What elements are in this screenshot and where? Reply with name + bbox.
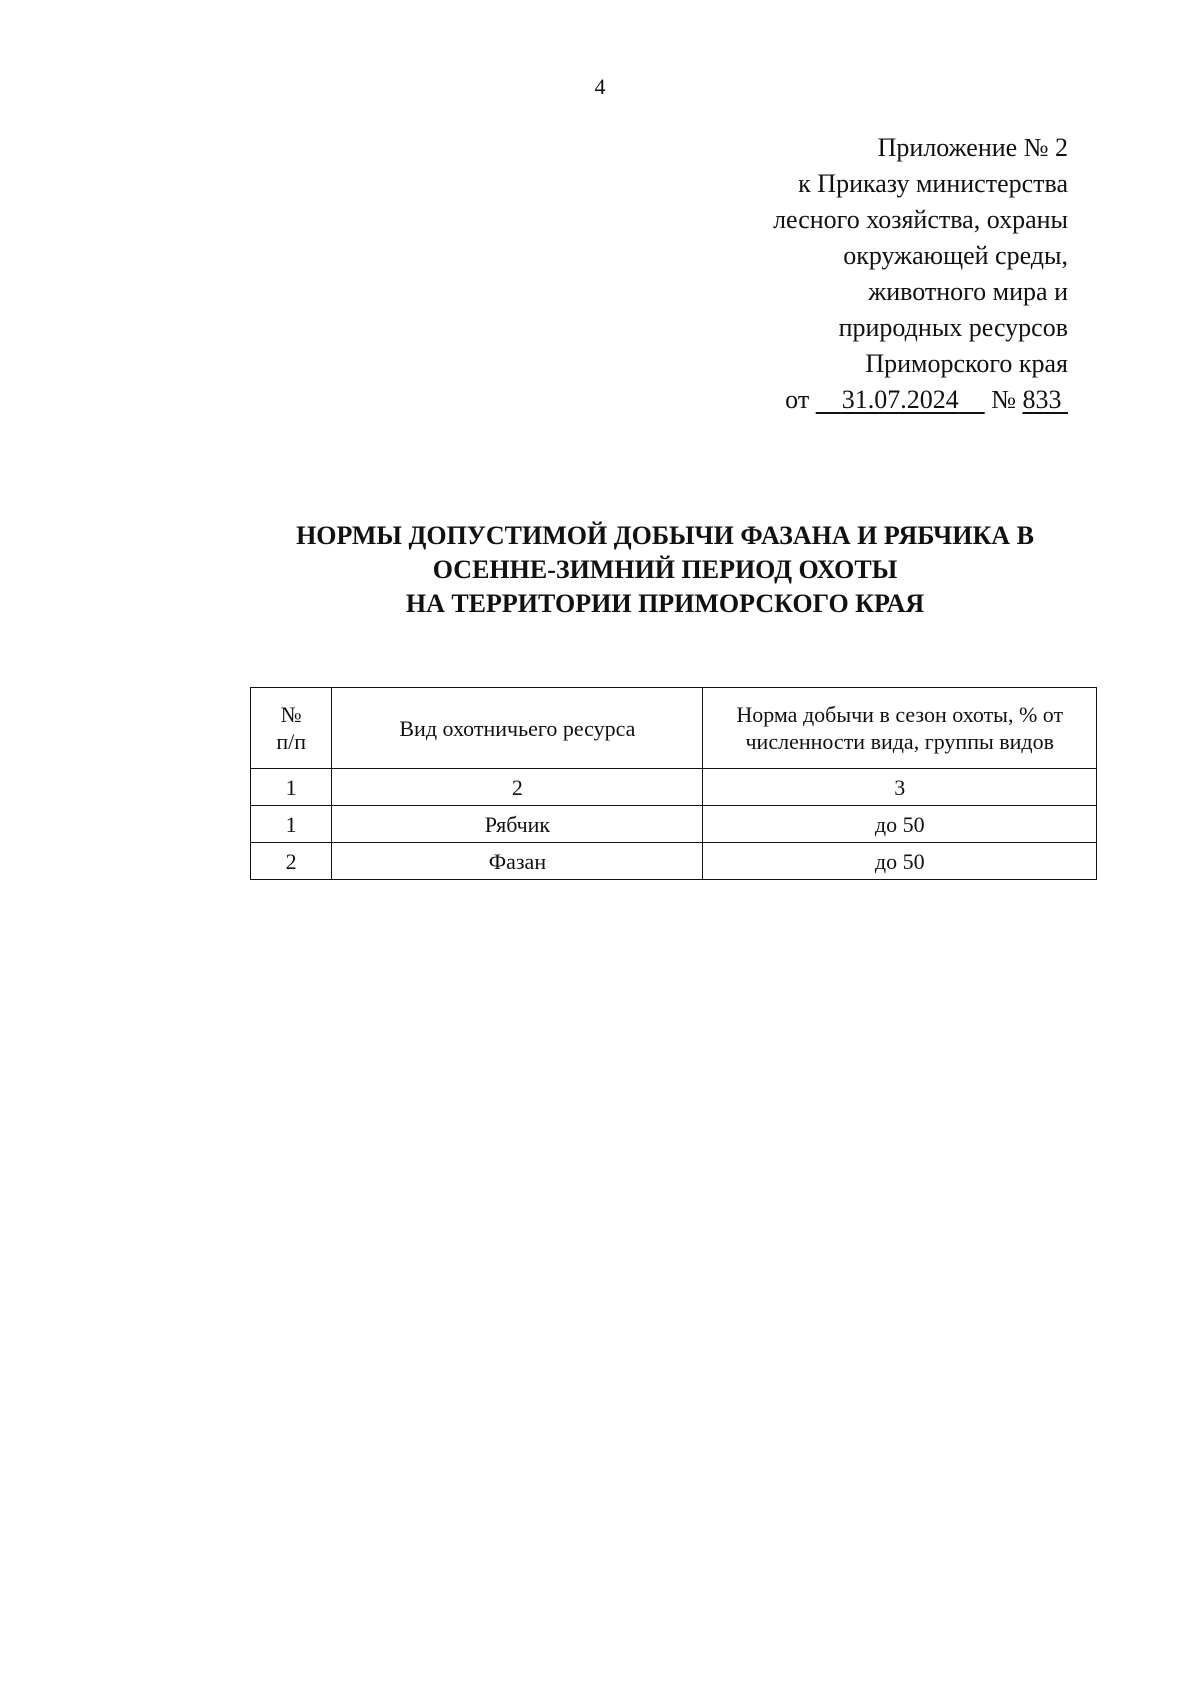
page-number: 4 <box>594 74 606 99</box>
table-header-row <box>251 688 1097 769</box>
column-number-row <box>251 769 1097 806</box>
row-number-cell: 2 <box>251 843 332 880</box>
resource-cell: Фазан <box>332 843 703 880</box>
appendix-line: природных ресурсов <box>838 313 1068 342</box>
header-text: Вид охотничьего ресурса <box>399 715 636 741</box>
norm-cell: до 50 <box>703 806 1097 843</box>
title-line: НА ТЕРРИТОРИИ ПРИМОРСКОГО КРАЯ <box>405 589 925 618</box>
table-row <box>251 843 1097 880</box>
date-prefix: от <box>785 385 810 414</box>
header-text: Норма добычи в сезон охоты, % от <box>736 702 1064 727</box>
table-row <box>251 806 1097 843</box>
order-date-line <box>773 382 1068 418</box>
appendix-line: окружающей среды, <box>843 241 1068 270</box>
column-number-cell: 2 <box>332 769 703 806</box>
document-title <box>150 519 1180 621</box>
appendix-line: Приморского края <box>865 349 1068 378</box>
header-cell-resource <box>332 688 703 769</box>
header-cell-norm <box>703 688 1097 769</box>
appendix-line: животного мира и <box>868 277 1068 306</box>
header-cell-number <box>251 688 332 769</box>
appendix-line: лесного хозяйства, охраны <box>773 205 1068 234</box>
resource-cell: Рябчик <box>332 806 703 843</box>
appendix-header <box>773 130 1068 418</box>
header-text: № <box>280 702 302 727</box>
title-line: НОРМЫ ДОПУСТИМОЙ ДОБЫЧИ ФАЗАНА И РЯБЧИКА В <box>296 521 1034 550</box>
column-number-cell: 3 <box>703 769 1097 806</box>
header-text: п/п <box>276 729 306 754</box>
number-prefix: № <box>991 385 1016 414</box>
order-number <box>1023 385 1069 414</box>
appendix-line: к Приказу министерства <box>798 169 1068 198</box>
norms-table <box>250 687 1097 880</box>
order-number-value: 833 <box>1022 385 1062 414</box>
title-line: ОСЕННЕ-ЗИМНИЙ ПЕРИОД ОХОТЫ <box>432 555 898 584</box>
order-date-value: 31.07.2024 <box>841 385 959 414</box>
norm-cell: до 50 <box>703 843 1097 880</box>
header-text: численности вида, группы видов <box>745 729 1054 754</box>
order-date <box>816 385 985 414</box>
column-number-cell: 1 <box>251 769 332 806</box>
appendix-line: Приложение № 2 <box>877 133 1068 162</box>
row-number-cell: 1 <box>251 806 332 843</box>
